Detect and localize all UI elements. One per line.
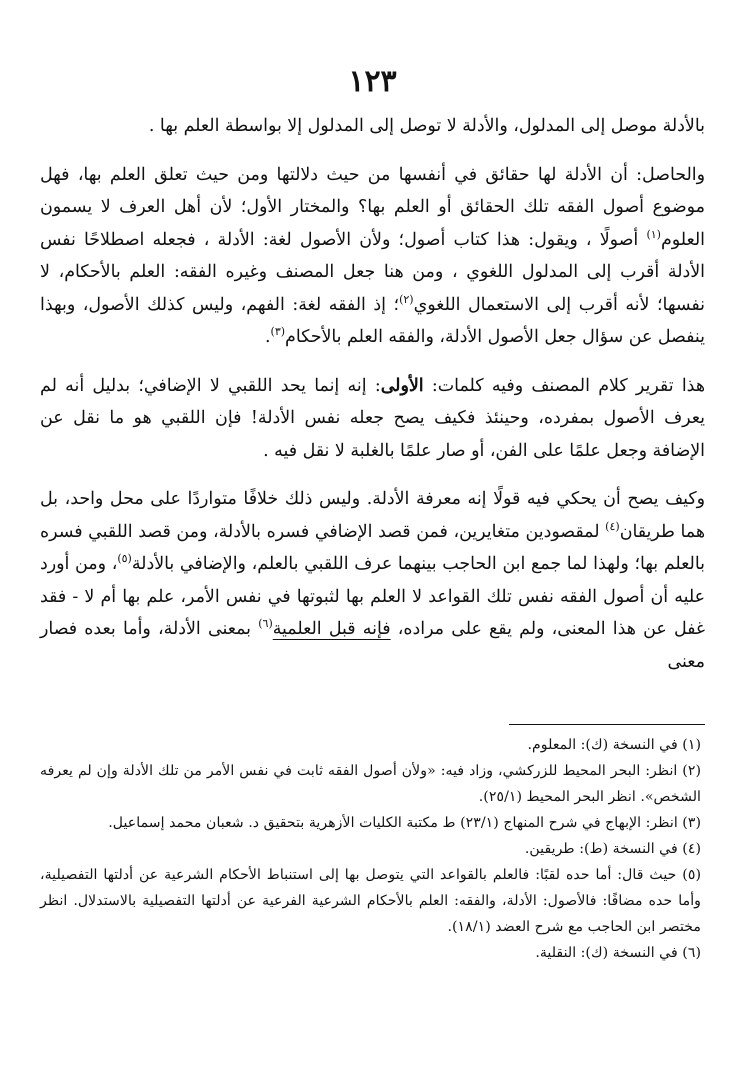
footnote-5: (٥) حيث قال: أما حده لقبًا: فالعلم بالقواعد التي يتوصل بها إلى استنباط الأحكام الشرعية عن أدلتها التفصيلية، وأما حده مضافًا: فالأصول: الأدلة، والفقه: العلم بالأحكام الشرعية الفرعية عن أدلتها التفصيلية بالاستدلال. انظر مختصر ابن الحاجب مع شرح العضد (١٨/١).	[40, 867, 701, 935]
paragraph-2	[40, 159, 705, 354]
footnote-ref-2[interactable]: (٢)	[399, 292, 414, 306]
book-page	[40, 0, 705, 1074]
footnote-3: (٣) انظر: الإبهاج في شرح المنهاج (٢٣/١) ط مكتبة الكليات الأزهرية بتحقيق د. شعبان محمد إسماعيل.	[108, 815, 701, 831]
footnotes	[40, 732, 705, 966]
footnote-6: (٦) في النسخة (ك): النقلية.	[535, 945, 701, 961]
footnote-ref-3[interactable]: (٣)	[270, 325, 286, 339]
footnote-ref-5[interactable]: (٥)	[117, 552, 132, 566]
paragraph-1-text: بالأدلة موصل إلى المدلول، والأدلة لا توصل إلى المدلول إلا بواسطة العلم بها .	[148, 116, 705, 136]
paragraph-2-text-d: .	[265, 327, 271, 347]
paragraph-3	[40, 370, 705, 468]
paragraph-4-text-a: وكيف يصح أن يحكي فيه قولًا إنه معرفة الأدلة. وليس ذلك خلافًا متواردًا على محل واحد، بل هما طريقان	[40, 489, 705, 542]
footnote-separator	[509, 724, 705, 725]
page-number: ١٢٣	[348, 64, 397, 99]
paragraph-1	[40, 110, 705, 143]
paragraph-4	[40, 483, 705, 678]
paragraph-4-text-b: لمقصودين متغايرين، فمن قصد الإضافي فسره بالأدلة، ومن قصد اللقبي فسره بالعلم بها؛ ولهذا لما جمع ابن الحاجب بينهما عرف اللقبي بالعلم، والإضافي بالأدلة	[40, 521, 705, 574]
paragraph-2-text-c: ؛ إذ الفقه لغة: الفهم، وليس كذلك الأصول، وبهذا ينفصل عن سؤال جعل الأصول الأدلة، والفقه العلم بالأحكام	[40, 294, 705, 347]
paragraph-3-text-b: : إنه إنما يحد اللقبي لا الإضافي؛ بدليل أنه لم يعرف الأصول بمفرده، وحينئذ فكيف يصح جعله نفس الأدلة! فإن اللقبي هو ما نقل عن الإضافة وجعل علمًا على الفن، أو صار علمًا بالغلبة لا نقل فيه .	[40, 375, 705, 461]
footnote-4: (٤) في النسخة (ط): طريقين.	[524, 841, 701, 857]
footnote-ref-1[interactable]: (١)	[646, 227, 661, 241]
paragraph-3-keyword: الأولى	[380, 375, 424, 396]
paragraph-4-text-c: ، ومن أورد عليه أن أصول الفقه نفس تلك القواعد لا العلم بها لثبوتها في نفس الأمر، علم بها أم لا - فقد غفل عن هذا المعنى، ولم يقع على مراده،	[40, 554, 706, 639]
footnote-ref-4[interactable]: (٤)	[605, 519, 620, 533]
paragraph-3-text-a: هذا تقرير كلام المصنف وفيه كلمات:	[423, 375, 705, 396]
paragraph-2-text-b: أصولًا ، ويقول: هذا كتاب أصول؛ ولأن الأصول لغة: الأدلة ، فجعله اصطلاحًا نفس الأدلة أقرب إلى المدلول اللغوي ، ومن هنا جعل المصنف وغيره الفقه: العلم بالأحكام، لا نفسها؛ لأنه أقرب إلى الاستعمال اللغوي	[40, 229, 705, 315]
paragraph-2-text-a: والحاصل: أن الأدلة لها حقائق في أنفسها من حيث دلالتها ومن حيث تعلق العلم بها، فهل موضوع أصول الفقه تلك الحقائق أو العلم بها؟ والمختار الأول؛ لأن أهل العرف لا يسمون العلوم	[40, 164, 705, 250]
footnote-2: (٢) انظر: البحر المحيط للزركشي، وزاد فيه: «ولأن أصول الفقه ثابت في نفس الأمر من تلك الأدلة وإن لم يعرفه الشخص». انظر البحر المحيط (٢٥/١).	[40, 763, 701, 805]
footnote-ref-6[interactable]: (٦)	[258, 617, 273, 631]
paragraph-4-text-d: بمعنى الأدلة، وأما بعده فصار معنى	[40, 619, 705, 672]
footnote-1: (١) في النسخة (ك): المعلوم.	[527, 737, 701, 753]
main-text	[40, 110, 705, 678]
paragraph-4-underlined-text: فإنه قبل العلمية	[272, 619, 391, 639]
